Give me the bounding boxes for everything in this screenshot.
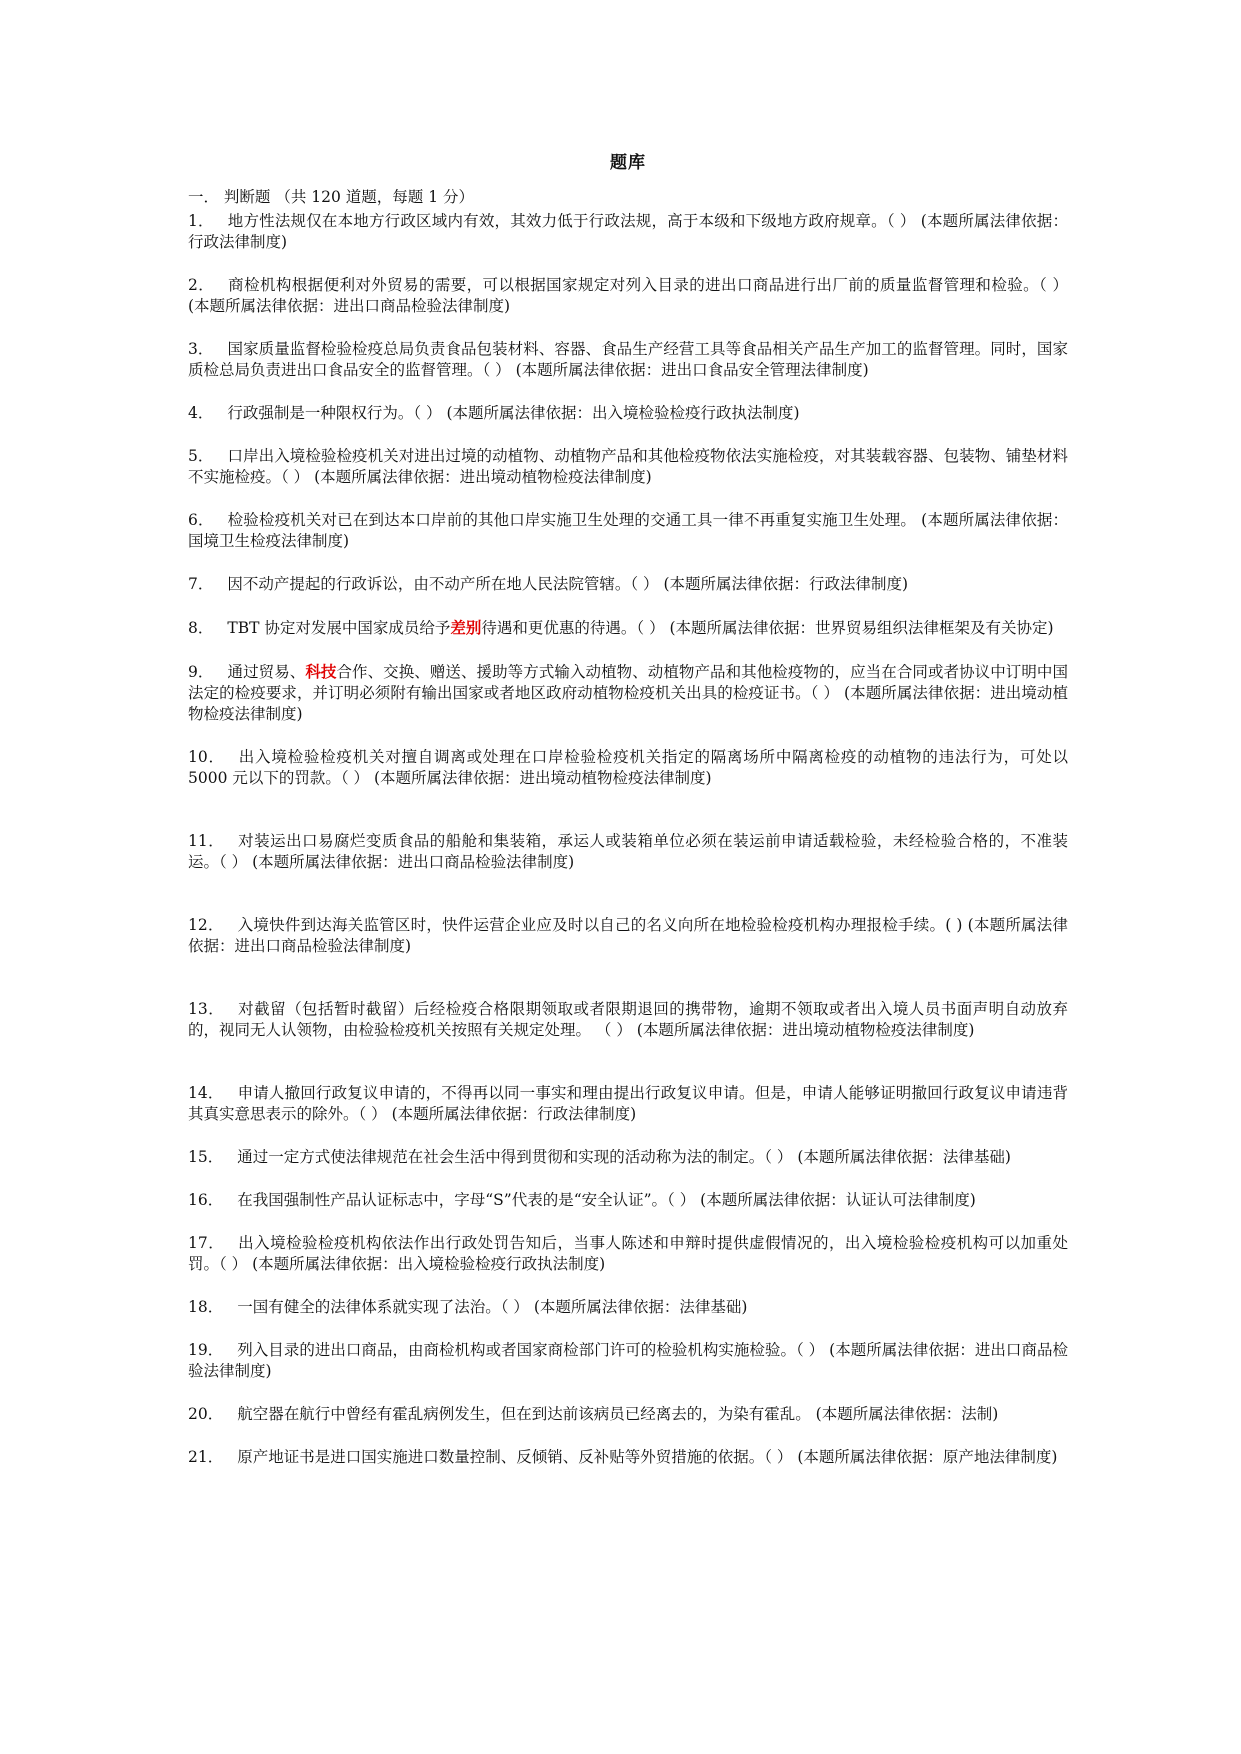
question-20 <box>188 1404 1068 1425</box>
question-text: 出入境检验检疫机关对擅自调离或处理在口岸检验检疫机关指定的隔离场所中隔离检疫的动植物的违法行为，可处以 5000 元以下的罚款。（ ） (本题所属法律依据：进出境动植物检疫法律制度) <box>188 748 1068 787</box>
question-2 <box>188 275 1068 317</box>
section-heading: 一． 判断题 （共 120 道题，每题 1 分） <box>188 188 475 206</box>
question-17 <box>188 1233 1068 1275</box>
question-number: 10． <box>188 748 225 766</box>
question-12 <box>188 915 1068 957</box>
question-text: 原产地证书是进口国实施进口数量控制、反倾销、反补贴等外贸措施的依据。（ ） (本题所属法律依据：原产地法律制度) <box>237 1448 1058 1466</box>
question-6 <box>188 510 1068 552</box>
question-number: 12． <box>188 916 224 934</box>
question-text: 出入境检验检疫机构依法作出行政处罚告知后，当事人陈述和申辩时提供虚假情况的，出入境检验检疫机构可以加重处罚。（ ） (本题所属法律依据：出入境检验检疫行政执法制度) <box>188 1234 1068 1273</box>
question-15 <box>188 1147 1068 1168</box>
question-number: 18． <box>188 1298 224 1316</box>
question-number: 1． <box>188 212 214 230</box>
question-10 <box>188 747 1068 789</box>
question-7 <box>188 574 1068 595</box>
question-text: 入境快件到达海关监管区时，快件运营企业应及时以自己的名义向所在地检验检疫机构办理报检手续。( ) (本题所属法律依据：进出口商品检验法律制度) <box>188 916 1068 955</box>
question-text: 因不动产提起的行政诉讼，由不动产所在地人民法院管辖。（ ） (本题所属法律依据：行政法律制度) <box>227 575 909 593</box>
question-13 <box>188 999 1068 1041</box>
question-21 <box>188 1447 1068 1468</box>
question-number: 21． <box>188 1448 224 1466</box>
question-number: 17． <box>188 1234 225 1252</box>
question-number: 14． <box>188 1084 224 1102</box>
highlighted-term: 差别 <box>450 618 482 637</box>
page-title: 题库 <box>610 153 646 173</box>
question-number: 16． <box>188 1191 224 1209</box>
question-text: 国家质量监督检验检疫总局负责食品包装材料、容器、食品生产经营工具等食品相关产品生产加工的监督管理。同时，国家质检总局负责进出口食品安全的监督管理。（ ） (本题所属法律依据：进出口食品安全管理法律制度) <box>188 340 1068 379</box>
question-number: 5． <box>188 447 214 465</box>
question-text: 在我国强制性产品认证标志中，字母“S”代表的是“安全认证”。（ ） (本题所属法律依据：认证认可法律制度) <box>237 1191 976 1209</box>
highlighted-term: 科技 <box>305 662 337 681</box>
question-number: 3． <box>188 340 214 358</box>
question-text: 通过一定方式使法律规范在社会生活中得到贯彻和实现的活动称为法的制定。（ ） (本题所属法律依据：法律基础) <box>237 1148 1011 1166</box>
question-text: 行政强制是一种限权行为。（ ） (本题所属法律依据：出入境检验检疫行政执法制度) <box>227 404 800 422</box>
question-18 <box>188 1297 1068 1318</box>
question-text: 对装运出口易腐烂变质食品的船舱和集装箱，承运人或装箱单位必须在装运前申请适载检验，未经检验合格的，不准装运。（ ） (本题所属法律依据：进出口商品检验法律制度) <box>188 832 1068 871</box>
question-3 <box>188 339 1068 381</box>
question-text-post: 待遇和更优惠的待遇。（ ） (本题所属法律依据：世界贸易组织法律框架及有关协定) <box>481 619 1054 637</box>
question-number: 7． <box>188 575 214 593</box>
question-number: 2． <box>188 276 215 294</box>
question-14 <box>188 1083 1068 1125</box>
question-number: 9． <box>188 663 214 681</box>
question-text: 一国有健全的法律体系就实现了法治。（ ） (本题所属法律依据：法律基础) <box>237 1298 748 1316</box>
question-number: 19． <box>188 1341 224 1359</box>
question-text: 商检机构根据便利对外贸易的需要，可以根据国家规定对列入目录的进出口商品进行出厂前的质量监督管理和检验。（ ） (本题所属法律依据：进出口商品检验法律制度) <box>188 276 1068 315</box>
question-text: 口岸出入境检验检疫机关对进出过境的动植物、动植物产品和其他检疫物依法实施检疫，对其装载容器、包装物、铺垫材料不实施检疫。（ ） (本题所属法律依据：进出境动植物检疫法律制度) <box>188 447 1068 486</box>
question-text: 航空器在航行中曾经有霍乱病例发生，但在到达前该病员已经离去的，为染有霍乱。 (本题所属法律依据：法制) <box>237 1405 999 1423</box>
question-8 <box>188 617 1068 639</box>
question-text-pre: 通过贸易、 <box>227 663 306 681</box>
question-text: 申请人撤回行政复议申请的，不得再以同一事实和理由提出行政复议申请。但是，申请人能够证明撤回行政复议申请违背其真实意思表示的除外。（ ） (本题所属法律依据：行政法律制度) <box>188 1084 1068 1123</box>
question-5 <box>188 446 1068 488</box>
question-text: 检验检疫机关对已在到达本口岸前的其他口岸实施卫生处理的交通工具一律不再重复实施卫生处理。 (本题所属法律依据：国境卫生检疫法律制度) <box>188 511 1068 550</box>
question-text-pre: TBT 协定对发展中国家成员给予 <box>227 619 451 637</box>
question-text: 对截留（包括暂时截留）后经检疫合格限期领取或者限期退回的携带物，逾期不领取或者出入境人员书面声明自动放弃的，视同无人认领物，由检验检疫机关按照有关规定处理。 （ ） (本题所属法律依据：进出境动植物检疫法律制度) <box>188 1000 1068 1039</box>
question-11 <box>188 831 1068 873</box>
question-number: 8． <box>188 619 214 637</box>
document-page <box>188 148 1068 1468</box>
question-1 <box>188 211 1068 253</box>
question-16 <box>188 1190 1068 1211</box>
question-4 <box>188 403 1068 424</box>
question-number: 15． <box>188 1148 224 1166</box>
question-number: 20． <box>188 1405 224 1423</box>
question-text-post: 合作、交换、赠送、援助等方式输入动植物、动植物产品和其他检疫物的，应当在合同或者协议中订明中国法定的检疫要求，并订明必须附有输出国家或者地区政府动植物检疫机关出具的检疫证书。（ ） (本题所属法律依据：进出境动植物检疫法律制度) <box>188 663 1068 723</box>
question-text: 地方性法规仅在本地方行政区域内有效，其效力低于行政法规，高于本级和下级地方政府规章。（ ） (本题所属法律依据：行政法律制度) <box>188 212 1068 251</box>
question-number: 4． <box>188 404 214 422</box>
question-number: 6． <box>188 511 214 529</box>
question-19 <box>188 1340 1068 1382</box>
question-number: 13． <box>188 1000 225 1018</box>
question-9 <box>188 661 1068 725</box>
question-text: 列入目录的进出口商品，由商检机构或者国家商检部门许可的检验机构实施检验。（ ） (本题所属法律依据：进出口商品检验法律制度) <box>188 1341 1068 1380</box>
question-number: 11． <box>188 832 225 850</box>
